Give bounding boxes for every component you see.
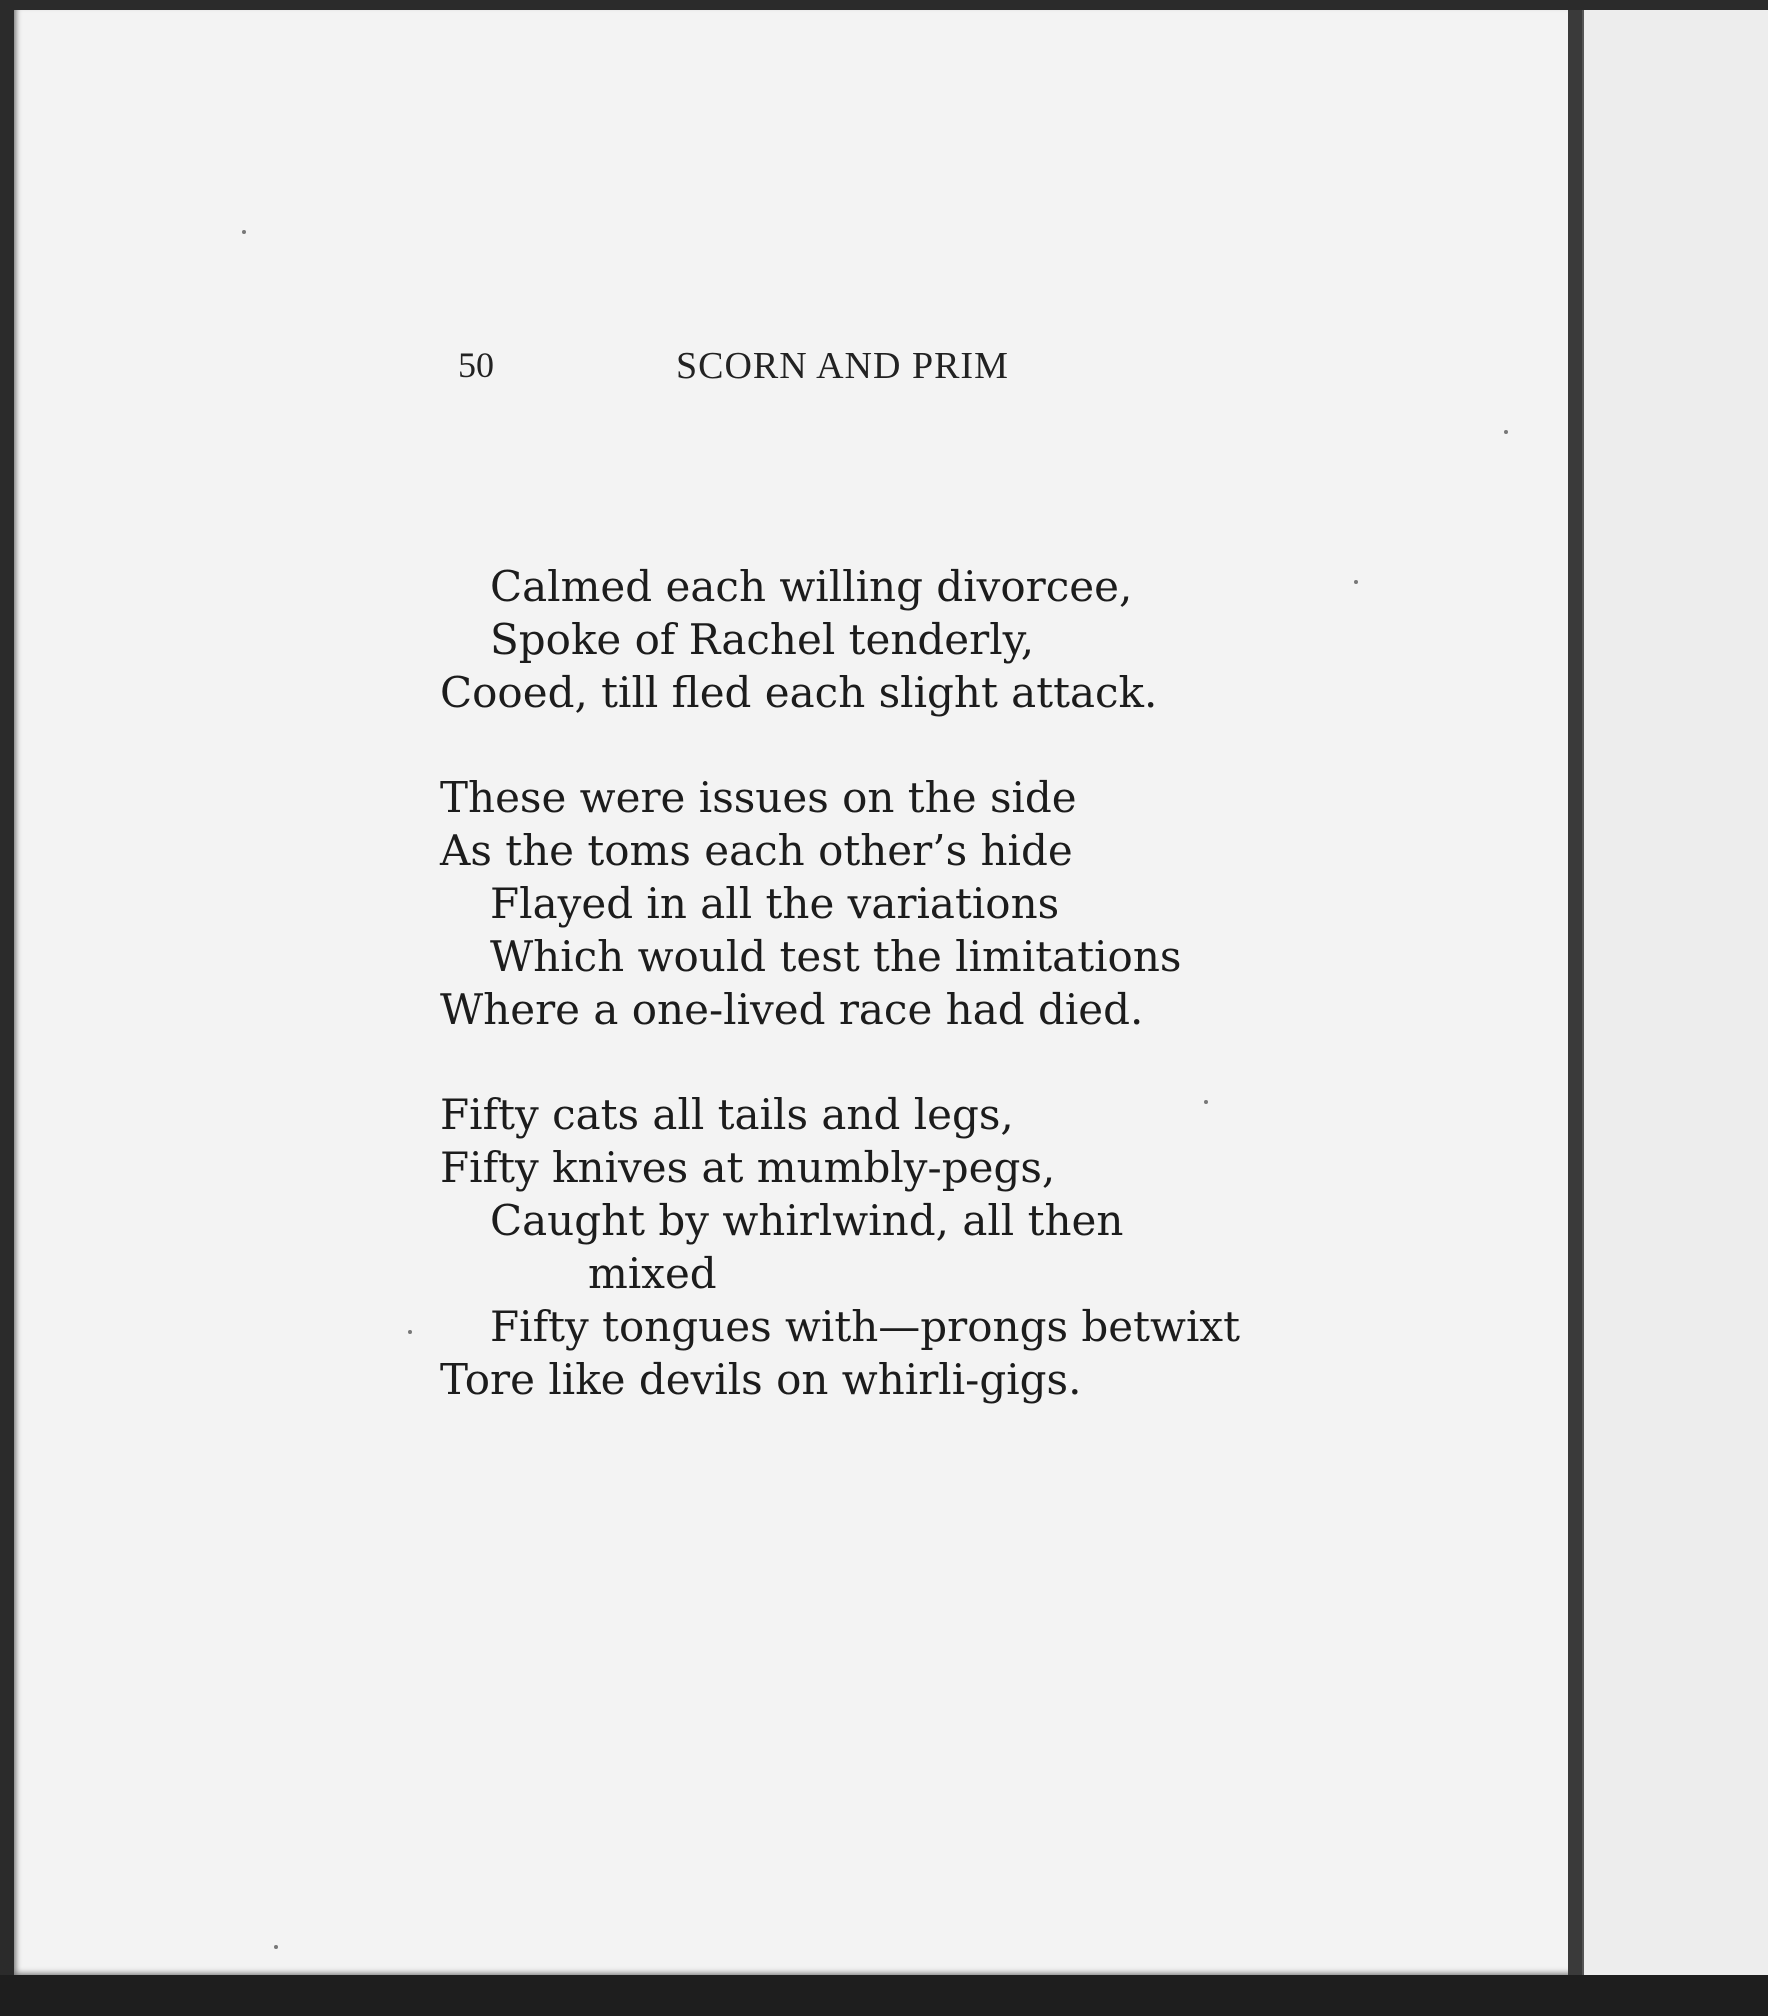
verse-line: Fifty cats all tails and legs, (440, 1090, 1014, 1139)
verse-line: Cooed, till fled each slight attack. (440, 668, 1158, 717)
running-head (458, 344, 1108, 394)
verse-line: Calmed each willing divorcee, (490, 562, 1133, 611)
stanza-1 (440, 560, 1320, 719)
verse-line: Which would test the limitations (490, 932, 1182, 981)
adjacent-page-edge (1582, 10, 1768, 1985)
book-spine-shadow (1568, 10, 1582, 1985)
page-number: 50 (458, 345, 494, 385)
running-title: SCORN AND PRIM (676, 345, 1009, 387)
verse-line: Spoke of Rachel tenderly, (490, 615, 1035, 664)
verse-line: Flayed in all the variations (490, 879, 1060, 928)
verse-line: Fifty knives at mumbly-pegs, (440, 1143, 1056, 1192)
verse-line: Caught by whirlwind, all then (490, 1196, 1124, 1245)
scan-bottom-border (0, 1975, 1768, 2016)
dust-speck (242, 230, 246, 234)
verse-line: Where a one-lived race had died. (440, 985, 1144, 1034)
dust-speck (274, 1945, 278, 1949)
verse-line: Fifty tongues with—prongs betwixt (490, 1302, 1240, 1351)
verse-line: As the toms each other’s hide (440, 826, 1073, 875)
verse-line: These were issues on the side (440, 773, 1077, 822)
poem-body (440, 560, 1320, 1458)
dust-speck (1354, 580, 1358, 584)
dust-speck (408, 1330, 412, 1334)
stanza-3 (440, 1088, 1320, 1406)
verse-line: Tore like devils on whirli-gigs. (440, 1355, 1082, 1404)
stanza-2 (440, 771, 1320, 1036)
verse-line-continuation: mixed (588, 1249, 717, 1298)
dust-speck (1504, 430, 1508, 434)
